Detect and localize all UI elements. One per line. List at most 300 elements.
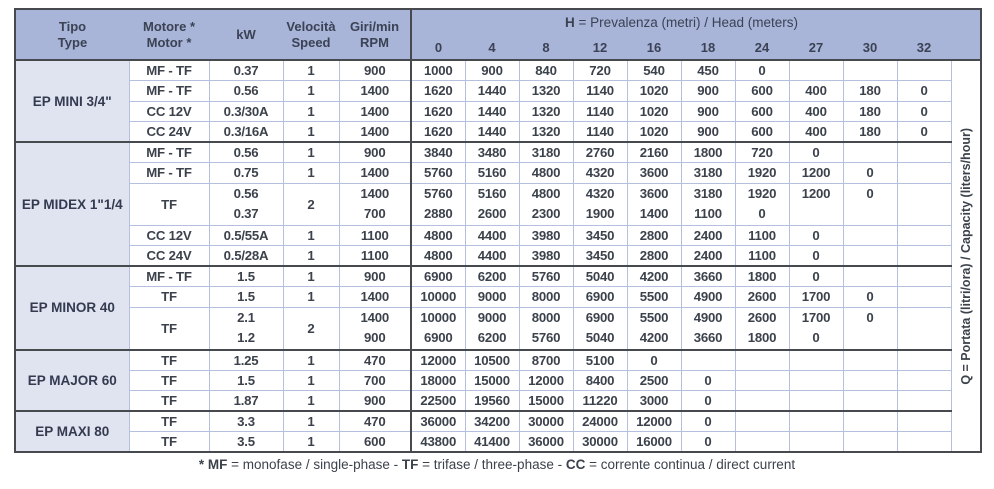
- motor-type-cell: TF: [129, 287, 209, 308]
- capacity-value-cell: [843, 246, 897, 267]
- capacity-value-cell: [897, 432, 951, 453]
- capacity-value-cell: 2400: [681, 225, 735, 246]
- speed-cell: 1: [283, 287, 339, 308]
- capacity-value-cell: [573, 307, 627, 350]
- col-header-motor-line1: Motore *: [143, 18, 195, 34]
- capacity-value-cell: 0: [843, 287, 897, 308]
- spec-row: [15, 81, 981, 102]
- capacity-value-cell: 3450: [573, 246, 627, 267]
- capacity-value-cell: 19560: [465, 391, 519, 412]
- capacity-value-cell: 540: [627, 60, 681, 81]
- capacity-value-cell: 4400: [465, 225, 519, 246]
- capacity-value-cell: 180: [843, 122, 897, 143]
- capacity-value-cell: 24000: [573, 411, 627, 432]
- footnote-text: = corrente continua / direct current: [585, 457, 796, 472]
- capacity-value-cell-line: 1800: [747, 330, 777, 345]
- rpm-cell: [339, 183, 411, 225]
- power-kw-cell-line: 0.56: [233, 185, 259, 201]
- capacity-value-cell: [843, 350, 897, 371]
- capacity-value-cell: 30000: [519, 411, 573, 432]
- power-kw-cell-line: 1.2: [237, 330, 255, 345]
- head-symbol: H: [565, 15, 575, 30]
- capacity-value-cell: [897, 246, 951, 267]
- speed-cell: 1: [283, 60, 339, 81]
- speed-cell: 1: [283, 163, 339, 184]
- capacity-value-cell: 180: [843, 101, 897, 122]
- rpm-cell-line: 1400: [360, 185, 390, 201]
- capacity-value-cell: [735, 370, 789, 391]
- capacity-value-cell-line: [844, 328, 897, 349]
- motor-type-cell: TF: [129, 432, 209, 453]
- capacity-value-cell: [789, 370, 843, 391]
- capacity-value-cell: 1620: [411, 101, 465, 122]
- rpm-cell: 470: [339, 411, 411, 432]
- capacity-value-cell: 2500: [627, 370, 681, 391]
- motor-type-cell: MF - TF: [129, 266, 209, 287]
- capacity-value-cell: [681, 183, 735, 225]
- capacity-value-cell: 1100: [735, 225, 789, 246]
- speed-cell: 1: [283, 350, 339, 371]
- capacity-value-cell: 12000: [627, 411, 681, 432]
- capacity-value-cell: 5100: [573, 350, 627, 371]
- capacity-value-cell: 1140: [573, 81, 627, 102]
- capacity-value-cell: 2800: [627, 246, 681, 267]
- head-value-header: 16: [627, 36, 681, 60]
- head-value-header: 32: [897, 36, 951, 60]
- capacity-value-cell-line: 5760: [423, 185, 453, 201]
- footnote-text: = trifase / three-phase -: [418, 457, 566, 472]
- capacity-value-cell: 22500: [411, 391, 465, 412]
- capacity-value-cell: 15000: [465, 370, 519, 391]
- capacity-value-cell-line: 6900: [423, 330, 453, 345]
- footnote-text: = monofase / single-phase -: [227, 457, 402, 472]
- capacity-value-cell-line: 4200: [639, 330, 669, 345]
- capacity-value-cell: [897, 163, 951, 184]
- head-value-header: 30: [843, 36, 897, 60]
- capacity-value-cell: 4800: [411, 246, 465, 267]
- capacity-value-cell: 16000: [627, 432, 681, 453]
- capacity-value-cell-line: 4900: [693, 309, 723, 325]
- spec-row: [15, 391, 981, 412]
- capacity-value-cell: [843, 183, 897, 225]
- capacity-value-cell: 0: [789, 246, 843, 267]
- capacity-axis-cell: [951, 60, 981, 452]
- capacity-value-cell: 1140: [573, 101, 627, 122]
- motor-type-cell: TF: [129, 183, 209, 225]
- power-kw-cell-line: 0.37: [233, 206, 259, 221]
- col-header-rpm-line2: RPM: [360, 34, 389, 50]
- rpm-cell: 900: [339, 142, 411, 163]
- capacity-value-cell-line: 1200: [801, 185, 831, 201]
- power-kw-cell: [209, 183, 283, 225]
- capacity-value-cell: [735, 307, 789, 350]
- capacity-value-cell: 1440: [465, 81, 519, 102]
- rpm-cell: 700: [339, 370, 411, 391]
- head-value-header: 12: [573, 36, 627, 60]
- capacity-value-cell: 43800: [411, 432, 465, 453]
- capacity-value-cell: [789, 307, 843, 350]
- capacity-value-cell-line: 3600: [639, 185, 669, 201]
- footnote-abbrev: TF: [401, 457, 419, 472]
- capacity-value-cell: 8700: [519, 350, 573, 371]
- speed-cell: 1: [283, 411, 339, 432]
- capacity-value-cell: 720: [573, 60, 627, 81]
- spec-row: [15, 266, 981, 287]
- capacity-value-cell: [735, 432, 789, 453]
- capacity-value-cell: 1800: [681, 142, 735, 163]
- capacity-value-cell-line: 0: [866, 309, 874, 325]
- capacity-value-cell: 900: [681, 122, 735, 143]
- motor-type-cell: TF: [129, 307, 209, 350]
- spec-row: [15, 225, 981, 246]
- capacity-value-cell: [843, 432, 897, 453]
- col-header-type-line1: Tipo: [58, 18, 87, 34]
- capacity-value-cell: 450: [681, 60, 735, 81]
- capacity-value-cell: 41400: [465, 432, 519, 453]
- rpm-cell: 1400: [339, 163, 411, 184]
- spec-row: [15, 350, 981, 371]
- capacity-value-cell-line: 8000: [531, 309, 561, 325]
- capacity-value-cell: [627, 183, 681, 225]
- capacity-value-cell: [465, 183, 519, 225]
- capacity-value-cell: 4320: [573, 163, 627, 184]
- rpm-cell: 900: [339, 266, 411, 287]
- col-header-motor-line2: Motor *: [146, 34, 192, 50]
- speed-cell: 1: [283, 391, 339, 412]
- head-value-header: 4: [465, 36, 519, 60]
- capacity-value-cell: [789, 411, 843, 432]
- capacity-value-cell-line: 3660: [693, 330, 723, 345]
- capacity-value-cell: 1700: [789, 287, 843, 308]
- capacity-value-cell: 0: [681, 370, 735, 391]
- capacity-value-cell: 600: [735, 101, 789, 122]
- capacity-value-cell: [519, 307, 573, 350]
- capacity-value-cell: 10000: [411, 287, 465, 308]
- capacity-value-cell: [897, 350, 951, 371]
- capacity-value-cell: [789, 350, 843, 371]
- spec-row: [15, 101, 981, 122]
- rpm-cell: 470: [339, 350, 411, 371]
- head-value-header: 0: [411, 36, 465, 60]
- rpm-cell: 1400: [339, 81, 411, 102]
- capacity-value-cell: [789, 60, 843, 81]
- capacity-value-cell-line: 0: [866, 185, 874, 201]
- capacity-value-cell-line: 5760: [531, 330, 561, 345]
- spec-row: [15, 432, 981, 453]
- capacity-value-cell: 15000: [519, 391, 573, 412]
- power-kw-cell: 3.5: [209, 432, 283, 453]
- capacity-value-cell-line: 2600: [747, 309, 777, 325]
- motor-type-cell: TF: [129, 391, 209, 412]
- capacity-value-cell: 0: [789, 142, 843, 163]
- capacity-value-cell: 2760: [573, 142, 627, 163]
- capacity-value-cell-line: 4800: [531, 185, 561, 201]
- rpm-cell: 1400: [339, 101, 411, 122]
- capacity-value-cell-line: 5160: [477, 185, 507, 201]
- col-header-motor: [129, 9, 209, 60]
- capacity-value-cell: 0: [843, 163, 897, 184]
- speed-cell: 1: [283, 81, 339, 102]
- capacity-value-cell: 1000: [411, 60, 465, 81]
- motor-type-cell: MF - TF: [129, 60, 209, 81]
- capacity-value-cell: 2600: [735, 287, 789, 308]
- power-kw-cell: 1.5: [209, 287, 283, 308]
- capacity-value-cell-line: [790, 204, 843, 225]
- power-kw-cell: 0.75: [209, 163, 283, 184]
- col-header-rpm: [339, 9, 411, 60]
- capacity-value-cell: 1320: [519, 122, 573, 143]
- head-meters-text: = Prevalenza (metri) / Head (meters): [574, 15, 798, 30]
- capacity-value-cell-line: 4320: [585, 185, 615, 201]
- rpm-cell: 900: [339, 60, 411, 81]
- rpm-cell: 600: [339, 432, 411, 453]
- power-kw-cell: 0.3/30A: [209, 101, 283, 122]
- capacity-value-cell-line: [898, 308, 951, 329]
- rpm-cell: 1100: [339, 225, 411, 246]
- power-kw-cell: [209, 307, 283, 350]
- capacity-value-cell-line: 3180: [693, 185, 723, 201]
- capacity-value-cell: 3180: [519, 142, 573, 163]
- capacity-value-cell: 1140: [573, 122, 627, 143]
- capacity-value-cell: 5760: [411, 163, 465, 184]
- speed-cell: 2: [283, 307, 339, 350]
- capacity-value-cell: 180: [843, 81, 897, 102]
- capacity-value-cell: [681, 307, 735, 350]
- capacity-value-cell-line: 2300: [531, 206, 561, 221]
- rpm-cell: 1100: [339, 246, 411, 267]
- capacity-value-cell: [897, 142, 951, 163]
- capacity-value-cell: 6900: [573, 287, 627, 308]
- speed-cell: 1: [283, 370, 339, 391]
- capacity-value-cell: [897, 370, 951, 391]
- capacity-value-cell: [627, 307, 681, 350]
- capacity-value-cell: 720: [735, 142, 789, 163]
- pump-specs-table: [14, 8, 982, 453]
- capacity-value-cell-line: 1900: [585, 206, 615, 221]
- power-kw-cell: 1.5: [209, 370, 283, 391]
- capacity-value-cell-line: [898, 328, 951, 349]
- capacity-value-cell: 6200: [465, 266, 519, 287]
- capacity-value-cell-line: 1100: [694, 206, 722, 221]
- footnote-legend: [0, 457, 994, 472]
- capacity-value-cell-line: 1920: [747, 185, 777, 201]
- capacity-value-cell: 0: [789, 266, 843, 287]
- capacity-value-cell: 11220: [573, 391, 627, 412]
- capacity-value-cell: 900: [681, 101, 735, 122]
- speed-cell: 1: [283, 122, 339, 143]
- capacity-value-cell: 1320: [519, 101, 573, 122]
- capacity-value-cell-line: 0: [812, 330, 820, 345]
- capacity-value-cell-line: 1400: [639, 206, 669, 221]
- col-header-kw-label: kW: [236, 26, 256, 42]
- power-kw-cell: 1.5: [209, 266, 283, 287]
- capacity-value-cell: 1440: [465, 101, 519, 122]
- capacity-value-cell: 0: [789, 225, 843, 246]
- capacity-value-cell: 4800: [519, 163, 573, 184]
- capacity-value-cell: 36000: [411, 411, 465, 432]
- spec-row: [15, 122, 981, 143]
- rpm-cell: [339, 307, 411, 350]
- head-value-header: 8: [519, 36, 573, 60]
- power-kw-cell: 0.3/16A: [209, 122, 283, 143]
- capacity-value-cell: 18000: [411, 370, 465, 391]
- capacity-value-cell-line: 6200: [477, 330, 507, 345]
- capacity-value-cell: 30000: [573, 432, 627, 453]
- capacity-value-cell: [789, 432, 843, 453]
- capacity-value-cell: [735, 411, 789, 432]
- capacity-value-cell: 8400: [573, 370, 627, 391]
- header-head-meters: [411, 9, 951, 36]
- capacity-value-cell: [411, 183, 465, 225]
- capacity-value-cell: [843, 60, 897, 81]
- capacity-value-cell: 1020: [627, 101, 681, 122]
- capacity-value-cell: 12000: [411, 350, 465, 371]
- capacity-value-cell-line: [898, 204, 951, 225]
- spec-row: [15, 142, 981, 163]
- capacity-value-cell: 1200: [789, 163, 843, 184]
- capacity-value-cell: [843, 142, 897, 163]
- power-kw-cell: 0.5/55A: [209, 225, 283, 246]
- capacity-value-cell: [843, 370, 897, 391]
- col-header-rpm-line1: Giri/min: [349, 18, 400, 34]
- capacity-value-cell: [465, 307, 519, 350]
- motor-type-cell: TF: [129, 370, 209, 391]
- capacity-value-cell: [789, 183, 843, 225]
- head-value-header: 24: [735, 36, 789, 60]
- capacity-value-cell: 3840: [411, 142, 465, 163]
- head-value-header: 18: [681, 36, 735, 60]
- motor-type-cell: CC 24V: [129, 246, 209, 267]
- capacity-value-cell: [843, 391, 897, 412]
- capacity-value-cell: 36000: [519, 432, 573, 453]
- capacity-value-cell: 2800: [627, 225, 681, 246]
- capacity-value-cell: 600: [735, 122, 789, 143]
- power-kw-cell: 0.56: [209, 142, 283, 163]
- capacity-value-cell: 0: [897, 81, 951, 102]
- capacity-value-cell-line: 0: [758, 206, 766, 221]
- motor-type-cell: MF - TF: [129, 163, 209, 184]
- capacity-value-cell: 900: [465, 60, 519, 81]
- capacity-value-cell: [897, 266, 951, 287]
- capacity-value-cell: 1620: [411, 81, 465, 102]
- capacity-value-cell-line: 1700: [801, 309, 831, 325]
- speed-cell: 1: [283, 101, 339, 122]
- capacity-value-cell: 1020: [627, 122, 681, 143]
- motor-type-cell: TF: [129, 350, 209, 371]
- motor-type-cell: MF - TF: [129, 81, 209, 102]
- capacity-value-cell: 2400: [681, 246, 735, 267]
- col-header-type-line2: Type: [57, 34, 88, 50]
- capacity-value-cell: 8000: [519, 287, 573, 308]
- capacity-value-cell: 3660: [681, 266, 735, 287]
- table-body: [15, 60, 981, 452]
- spec-row: [15, 307, 981, 350]
- capacity-value-cell: 3600: [627, 163, 681, 184]
- capacity-value-cell: 3980: [519, 246, 573, 267]
- col-header-speed-line2: Speed: [291, 34, 331, 50]
- capacity-value-cell: [735, 391, 789, 412]
- col-header-kw: [209, 9, 283, 60]
- capacity-value-cell-line: [844, 204, 897, 225]
- capacity-value-cell: 0: [735, 60, 789, 81]
- spec-row: [15, 287, 981, 308]
- capacity-value-cell: [519, 183, 573, 225]
- capacity-value-cell: 400: [789, 81, 843, 102]
- col-header-type: [15, 9, 129, 60]
- capacity-value-cell-line: 5500: [639, 309, 669, 325]
- head-value-header: 27: [789, 36, 843, 60]
- spec-row: [15, 370, 981, 391]
- capacity-value-cell: 0: [897, 101, 951, 122]
- capacity-value-cell: [897, 183, 951, 225]
- capacity-value-cell: 1100: [735, 246, 789, 267]
- capacity-value-cell: 5040: [573, 266, 627, 287]
- capacity-value-cell-line: 2880: [423, 206, 453, 221]
- capacity-value-cell: 0: [681, 391, 735, 412]
- capacity-value-cell: [843, 225, 897, 246]
- capacity-value-cell: 4800: [411, 225, 465, 246]
- power-kw-cell: 0.56: [209, 81, 283, 102]
- capacity-value-cell: [735, 183, 789, 225]
- capacity-value-cell: [411, 307, 465, 350]
- capacity-value-cell-line: 6900: [585, 309, 615, 325]
- capacity-value-cell-line: [898, 184, 951, 205]
- rpm-cell-line: 700: [364, 206, 386, 221]
- capacity-value-cell: 34200: [465, 411, 519, 432]
- spec-row: [15, 411, 981, 432]
- pump-type-cell: EP MAXI 80: [15, 411, 129, 452]
- capacity-value-cell-line: 9000: [477, 309, 507, 325]
- capacity-value-cell: 400: [789, 101, 843, 122]
- capacity-value-cell: [843, 411, 897, 432]
- spec-row: [15, 163, 981, 184]
- pump-type-cell: EP MINI 3/4": [15, 60, 129, 142]
- table-header: [15, 9, 981, 60]
- capacity-value-cell: 5500: [627, 287, 681, 308]
- capacity-value-cell: 840: [519, 60, 573, 81]
- capacity-value-cell: 6900: [411, 266, 465, 287]
- spec-row: [15, 246, 981, 267]
- capacity-value-cell: 5760: [519, 266, 573, 287]
- capacity-value-cell: 10500: [465, 350, 519, 371]
- col-header-speed: [283, 9, 339, 60]
- capacity-value-cell: 1320: [519, 81, 573, 102]
- capacity-value-cell: [843, 266, 897, 287]
- capacity-value-cell: 3480: [465, 142, 519, 163]
- capacity-value-cell: 1020: [627, 81, 681, 102]
- motor-type-cell: CC 12V: [129, 101, 209, 122]
- footnote-abbrev: CC: [565, 457, 586, 472]
- capacity-value-cell-line: 5040: [585, 330, 615, 345]
- capacity-value-cell: 4400: [465, 246, 519, 267]
- capacity-value-cell: 0: [897, 122, 951, 143]
- capacity-value-cell: 400: [789, 122, 843, 143]
- rpm-cell-line: 900: [364, 330, 386, 345]
- speed-cell: 1: [283, 432, 339, 453]
- capacity-value-cell: 0: [681, 411, 735, 432]
- footnote-abbrev: * MF: [198, 457, 228, 472]
- capacity-value-cell: 600: [735, 81, 789, 102]
- capacity-value-cell: [897, 60, 951, 81]
- capacity-value-cell: 0: [627, 350, 681, 371]
- capacity-value-cell: [897, 391, 951, 412]
- rpm-cell: 900: [339, 391, 411, 412]
- capacity-value-cell: 9000: [465, 287, 519, 308]
- capacity-value-cell: 3980: [519, 225, 573, 246]
- capacity-value-cell: 1920: [735, 163, 789, 184]
- capacity-value-cell: [897, 307, 951, 350]
- power-kw-cell: 1.25: [209, 350, 283, 371]
